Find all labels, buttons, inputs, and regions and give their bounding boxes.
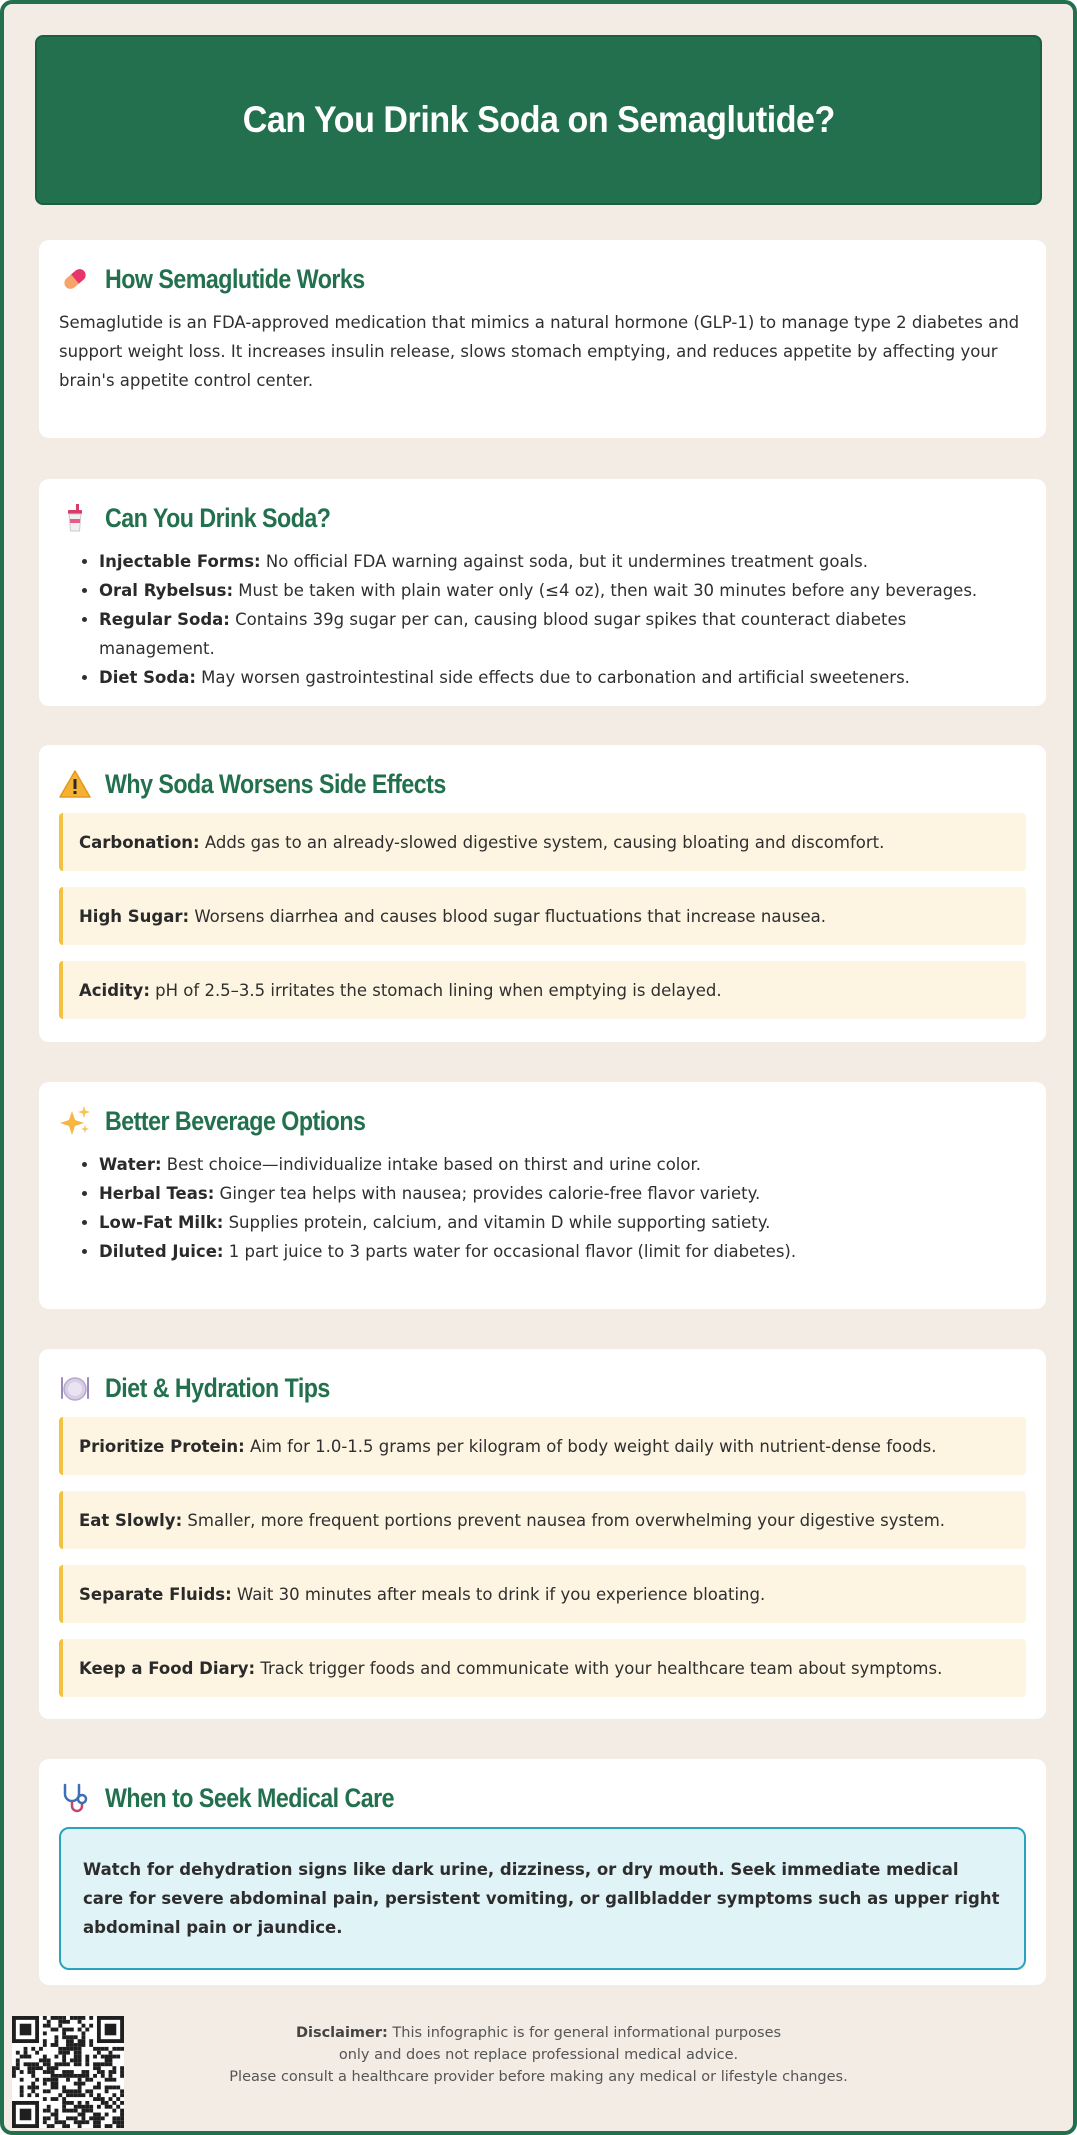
header-banner (35, 35, 1042, 205)
section-title: Can You Drink Soda? (105, 502, 331, 533)
soda-list (59, 547, 1026, 692)
tip-item: Carbonation: Adds gas to an already-slowed digestive system, causing bloating and discomfort. (59, 813, 1026, 871)
sparkles-icon (59, 1105, 91, 1137)
disclaimer-line-1: This infographic is for general informational purposes (387, 2025, 782, 2041)
tip-item: Eat Slowly: Smaller, more frequent portions prevent nausea from overwhelming your digestive system. (59, 1491, 1026, 1549)
tip-item: High Sugar: Worsens diarrhea and causes blood sugar fluctuations that increase nausea. (59, 887, 1026, 945)
section-why-soda-worsens (39, 745, 1046, 1042)
disclaimer-line-3: Please consult a healthcare provider before making any medical or lifestyle changes. (229, 2069, 848, 2085)
tip-item: Separate Fluids: Wait 30 minutes after meals to drink if you experience bloating. (59, 1565, 1026, 1623)
section-better-beverages (39, 1082, 1046, 1309)
section-how-it-works (39, 240, 1046, 438)
section-title: How Semaglutide Works (105, 263, 365, 294)
disclaimer-label: Disclaimer: (295, 2025, 388, 2041)
tip-item: Acidity: pH of 2.5–3.5 irritates the stomach lining when emptying is delayed. (59, 961, 1026, 1019)
list-item: • Oral Rybelsus: Must be taken with plain water only (≤4 oz), then wait 30 minutes before any beverages. (99, 576, 1026, 605)
disclaimer (4, 2022, 1073, 2088)
list-item: • Injectable Forms: No official FDA warning against soda, but it undermines treatment goals. (99, 547, 1026, 576)
tip-item: Keep a Food Diary: Track trigger foods and communicate with your healthcare team about symptoms. (59, 1639, 1026, 1697)
warning-icon (59, 768, 91, 800)
list-item: • Herbal Teas: Ginger tea helps with nausea; provides calorie-free flavor variety. (99, 1179, 1026, 1208)
section-title: Diet & Hydration Tips (105, 1372, 330, 1403)
beverage-list (59, 1150, 1026, 1266)
list-item: • Diluted Juice: 1 part juice to 3 parts water for occasional flavor (limit for diabetes). (99, 1237, 1026, 1266)
medical-alert-box: Watch for dehydration signs like dark urine, dizziness, or dry mouth. Seek immediate medical care for severe abdominal pain, persistent vomiting, or gallbladder symptoms such as upper right abdominal pain or jaundice. (59, 1827, 1026, 1970)
section-title: When to Seek Medical Care (105, 1782, 395, 1813)
disclaimer-line-2: only and does not replace professional medical advice. (338, 2047, 739, 2063)
section-seek-medical-care (39, 1759, 1046, 1985)
list-item: • Diet Soda: May worsen gastrointestinal side effects due to carbonation and artificial sweeteners. (99, 663, 1026, 692)
list-item: • Water: Best choice—individualize intake based on thirst and urine color. (99, 1150, 1026, 1179)
section-title: Why Soda Worsens Side Effects (105, 768, 446, 799)
section-text: Semaglutide is an FDA-approved medication that mimics a natural hormone (GLP-1) to manage type 2 diabetes and support weight loss. It increases insulin release, slows stomach emptying, and reduces appetite by affecting your brain's appetite control center. (59, 313, 1020, 390)
list-item: • Low-Fat Milk: Supplies protein, calcium, and vitamin D while supporting satiety. (99, 1208, 1026, 1237)
page-title: Can You Drink Soda on Semaglutide? (242, 99, 835, 140)
cup-with-straw-icon (59, 502, 91, 534)
list-item: • Regular Soda: Contains 39g sugar per can, causing blood sugar spikes that counteract diabetes management. (99, 605, 1026, 663)
pill-icon (59, 263, 91, 295)
stethoscope-icon (59, 1782, 91, 1814)
tip-item: Prioritize Protein: Aim for 1.0-1.5 grams per kilogram of body weight daily with nutrient-dense foods. (59, 1417, 1026, 1475)
plate-icon (59, 1372, 91, 1404)
section-diet-hydration (39, 1349, 1046, 1719)
section-can-you-drink-soda (39, 479, 1046, 706)
section-title: Better Beverage Options (105, 1105, 366, 1136)
